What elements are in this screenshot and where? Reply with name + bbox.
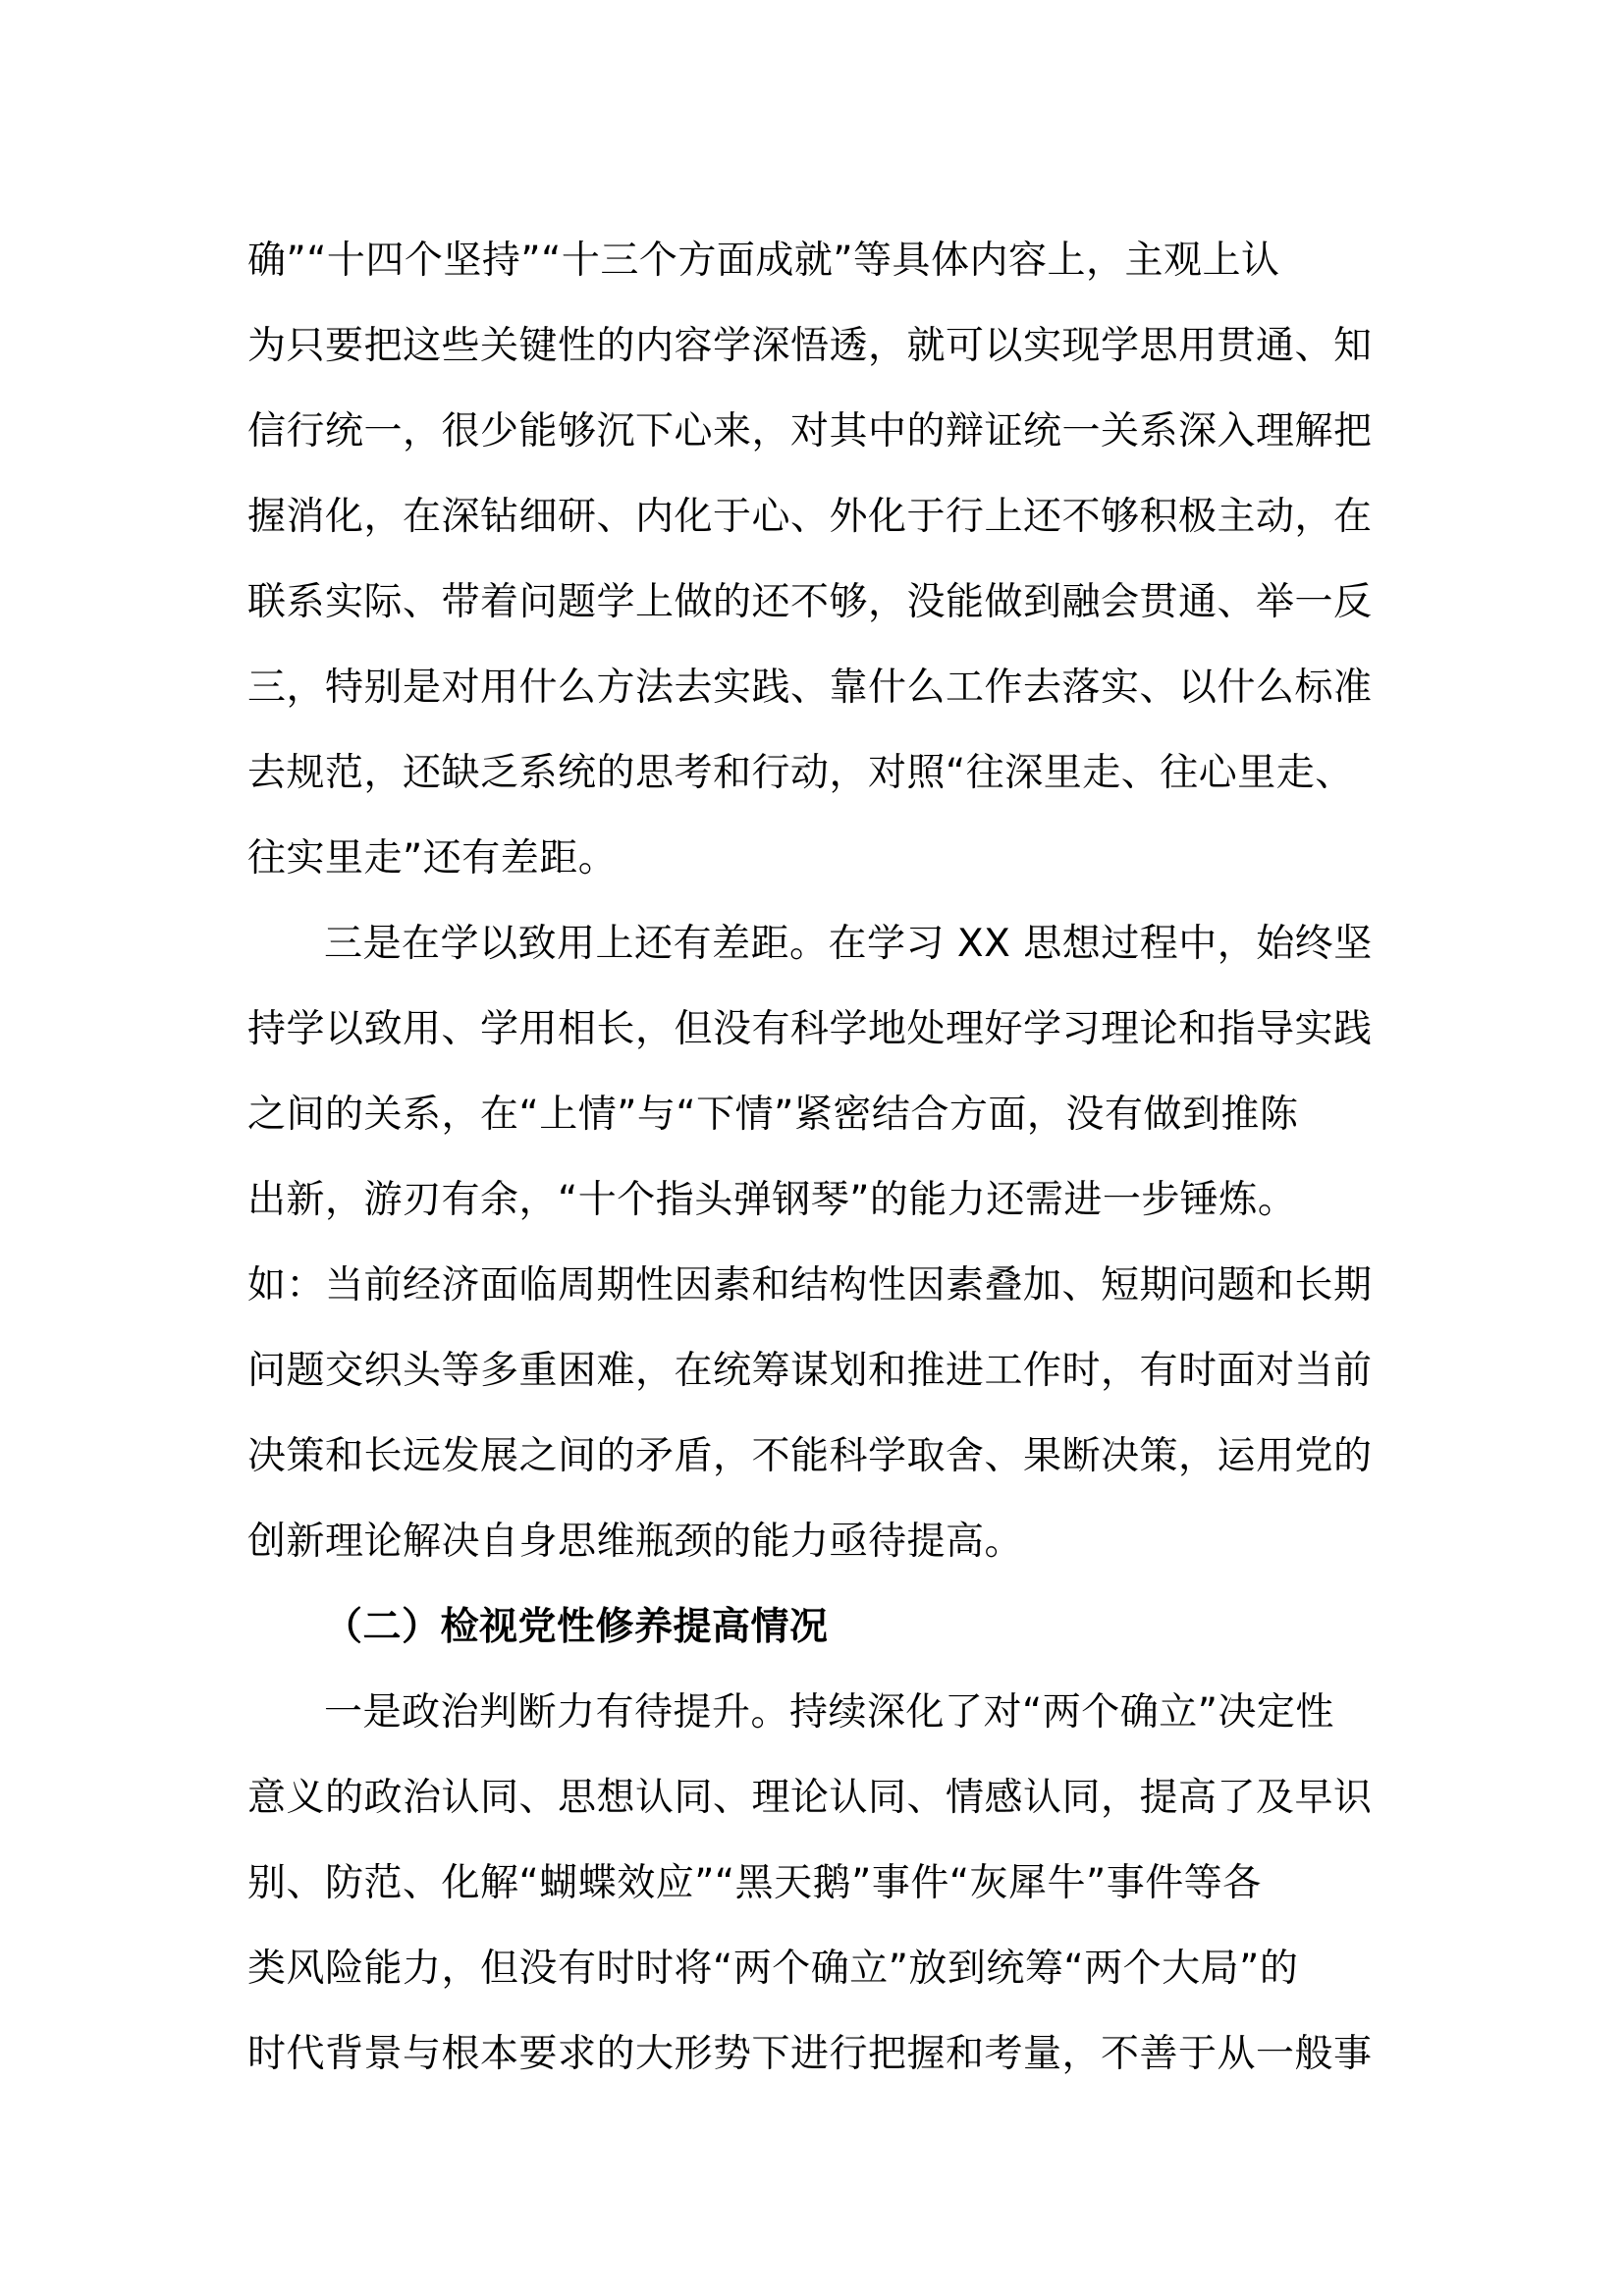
body-line: 三，特别是对用什么方法去实践、靠什么工作去落实、以什么标准 (247, 666, 1373, 710)
body-line: 去规范，还缺乏系统的思考和行动，对照“往深里走、往心里走、 (247, 751, 1354, 795)
body-line: 往实里走”还有差距。 (247, 836, 618, 881)
body-line: 时代背景与根本要求的大形势下进行把握和考量，不善于从一般事 (247, 2032, 1373, 2076)
body-line: 决策和长远发展之间的矛盾，不能科学取舍、果断决策，运用党的 (247, 1434, 1373, 1478)
body-line: 信行统一，很少能够沉下心来，对其中的辩证统一关系深入理解把 (247, 409, 1373, 454)
body-line: 握消化，在深钻细研、内化于心、外化于行上还不够积极主动，在 (247, 495, 1373, 539)
body-line: 之间的关系，在“上情”与“下情”紧密结合方面，没有做到推陈 (247, 1093, 1299, 1137)
body-line: 意义的政治认同、思想认同、理论认同、情感认同，提高了及早识 (247, 1776, 1373, 1820)
body-line: 联系实际、带着问题学上做的还不够，没能做到融会贯通、举一反 (247, 580, 1373, 624)
body-line: 别、防范、化解“蝴蝶效应”“黑天鹅”事件“灰犀牛”事件等各 (247, 1861, 1262, 1905)
body-line: 创新理论解决自身思维瓶颈的能力亟待提高。 (247, 1520, 1024, 1564)
body-line: 确”“十四个坚持”“十三个方面成就”等具体内容上，主观上认 (247, 239, 1280, 283)
body-line: 问题交织头等多重困难，在统筹谋划和推进工作时，有时面对当前 (247, 1349, 1373, 1393)
section-heading: （二）检视党性修养提高情况 (324, 1605, 829, 1649)
body-line: 出新，游刃有余，“十个指头弹钢琴”的能力还需进一步锤炼。 (247, 1178, 1297, 1222)
paragraph-first-line: 三是在学以致用上还有差距。在学习 XX 思想过程中，始终坚 (324, 922, 1373, 966)
body-line: 为只要把这些关键性的内容学深悟透，就可以实现学思用贯通、知 (247, 324, 1373, 368)
paragraph-first-line: 一是政治判断力有待提升。持续深化了对“两个确立”决定性 (324, 1690, 1334, 1735)
body-line: 如：当前经济面临周期性因素和结构性因素叠加、短期问题和长期 (247, 1263, 1373, 1308)
body-line: 类风险能力，但没有时时将“两个确立”放到统筹“两个大局”的 (247, 1947, 1299, 1991)
body-line: 持学以致用、学用相长，但没有科学地处理好学习理论和指导实践 (247, 1007, 1373, 1051)
